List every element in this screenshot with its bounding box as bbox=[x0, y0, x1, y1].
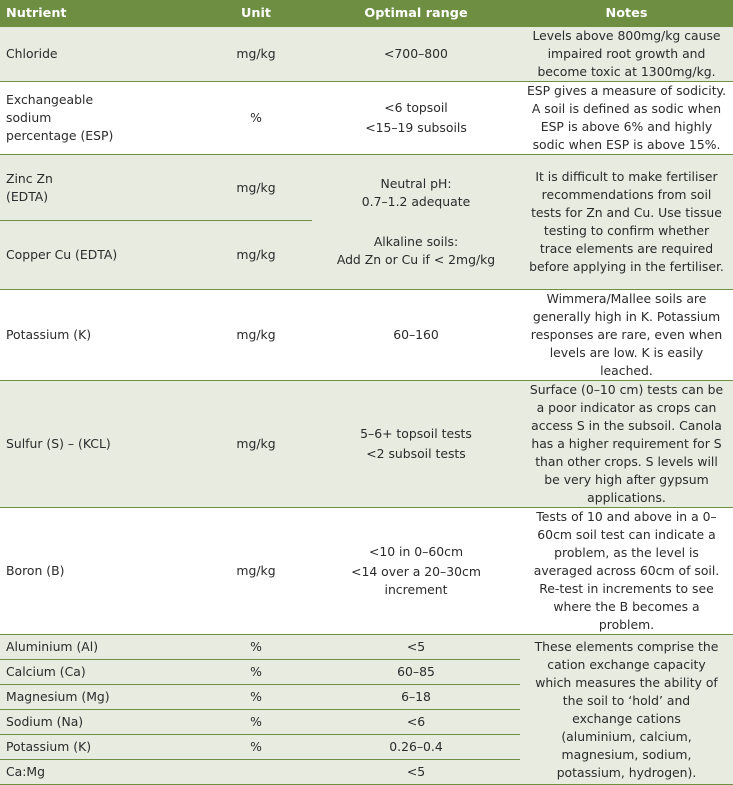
unit-cell: mg/kg bbox=[200, 381, 312, 508]
range-cell: 60–85 bbox=[312, 660, 520, 685]
table-row bbox=[0, 155, 733, 221]
header-notes: Notes bbox=[520, 0, 733, 27]
header-row bbox=[0, 0, 733, 27]
range-line: Alkaline soils: Add Zn or Cu if < 2mg/kg bbox=[336, 234, 496, 267]
nutrient-cell: Magnesium (Mg) bbox=[0, 685, 200, 710]
notes-cell: These elements comprise the cation exchange capacity which measures the ability of the soil to ‘hold’ and exchange cations (aluminium, calcium, magnesium, sodium, potassium, hydrogen). bbox=[520, 635, 733, 785]
unit-cell: mg/kg bbox=[200, 290, 312, 381]
unit-cell: mg/kg bbox=[200, 508, 312, 635]
table-row bbox=[0, 27, 733, 82]
range-cell: <5 bbox=[312, 635, 520, 660]
nutrient-cell: Exchangeable sodium percentage (ESP) bbox=[0, 82, 200, 155]
unit-cell: mg/kg bbox=[200, 155, 312, 221]
nutrient-cell: Calcium (Ca) bbox=[0, 660, 200, 685]
nutrient-cell: Boron (B) bbox=[0, 508, 200, 635]
table-row bbox=[0, 290, 733, 381]
range-cell bbox=[312, 155, 520, 290]
range-line: 5–6+ topsoil tests bbox=[360, 426, 472, 441]
table-row bbox=[0, 82, 733, 155]
nutrient-cell: Potassium (K) bbox=[0, 735, 200, 760]
notes-cell: It is difficult to make fertiliser recommendations from soil tests for Zn and Cu. Use tissue testing to confirm whether trace elements are required before applying in the fertiliser. bbox=[520, 155, 733, 290]
nutrient-cell: Ca:Mg bbox=[0, 760, 200, 785]
notes-cell: Levels above 800mg/kg cause impaired root growth and become toxic at 1300mg/kg. bbox=[520, 27, 733, 82]
range-line: <10 in 0–60cm bbox=[368, 544, 464, 559]
table-row bbox=[0, 381, 733, 508]
range-line: <2 subsoil tests bbox=[366, 446, 466, 461]
range-line: <6 topsoil bbox=[384, 100, 448, 115]
nutrient-cell: Aluminium (Al) bbox=[0, 635, 200, 660]
range-cell bbox=[312, 508, 520, 635]
range-cell: 60–160 bbox=[312, 290, 520, 381]
range-cell bbox=[312, 381, 520, 508]
unit-cell: % bbox=[200, 660, 312, 685]
unit-cell: mg/kg bbox=[200, 27, 312, 82]
nutrient-cell: Potassium (K) bbox=[0, 290, 200, 381]
range-cell: 6–18 bbox=[312, 685, 520, 710]
range-line: <15–19 subsoils bbox=[365, 120, 467, 135]
unit-cell: % bbox=[200, 735, 312, 760]
nutrient-cell: Sodium (Na) bbox=[0, 710, 200, 735]
notes-cell: ESP gives a measure of sodicity. A soil is defined as sodic when ESP is above 6% and highly sodic when ESP is above 15%. bbox=[520, 82, 733, 155]
range-line: <14 over a 20–30cm increment bbox=[351, 564, 481, 597]
range-cell: <6 bbox=[312, 710, 520, 735]
range-cell: <5 bbox=[312, 760, 520, 785]
table-row bbox=[0, 635, 733, 660]
header-unit: Unit bbox=[200, 0, 312, 27]
notes-cell: Tests of 10 and above in a 0–60cm soil test can indicate a problem, as the level is averaged across 60cm of soil. Re-test in increments to see where the B becomes a problem. bbox=[520, 508, 733, 635]
range-cell bbox=[312, 82, 520, 155]
range-line: Neutral pH: 0.7–1.2 adequate bbox=[361, 176, 471, 209]
notes-cell: Wimmera/Mallee soils are generally high in K. Potassium responses are rare, even when levels are low. K is easily leached. bbox=[520, 290, 733, 381]
unit-cell bbox=[200, 760, 312, 785]
header-nutrient: Nutrient bbox=[0, 0, 200, 27]
range-cell: <700–800 bbox=[312, 27, 520, 82]
unit-cell: mg/kg bbox=[200, 221, 312, 290]
unit-cell: % bbox=[200, 82, 312, 155]
table-row bbox=[0, 508, 733, 635]
nutrient-cell: Zinc Zn (EDTA) bbox=[0, 155, 200, 221]
unit-cell: % bbox=[200, 635, 312, 660]
nutrient-cell: Copper Cu (EDTA) bbox=[0, 221, 200, 290]
notes-cell: Surface (0–10 cm) tests can be a poor indicator as crops can access S in the subsoil. Canola has a higher requirement for S than other crops. S levels will be very high after gypsum applications. bbox=[520, 381, 733, 508]
unit-cell: % bbox=[200, 685, 312, 710]
unit-cell: % bbox=[200, 710, 312, 735]
header-range: Optimal range bbox=[312, 0, 520, 27]
nutrient-cell: Sulfur (S) – (KCL) bbox=[0, 381, 200, 508]
range-cell: 0.26–0.4 bbox=[312, 735, 520, 760]
nutrient-cell: Chloride bbox=[0, 27, 200, 82]
